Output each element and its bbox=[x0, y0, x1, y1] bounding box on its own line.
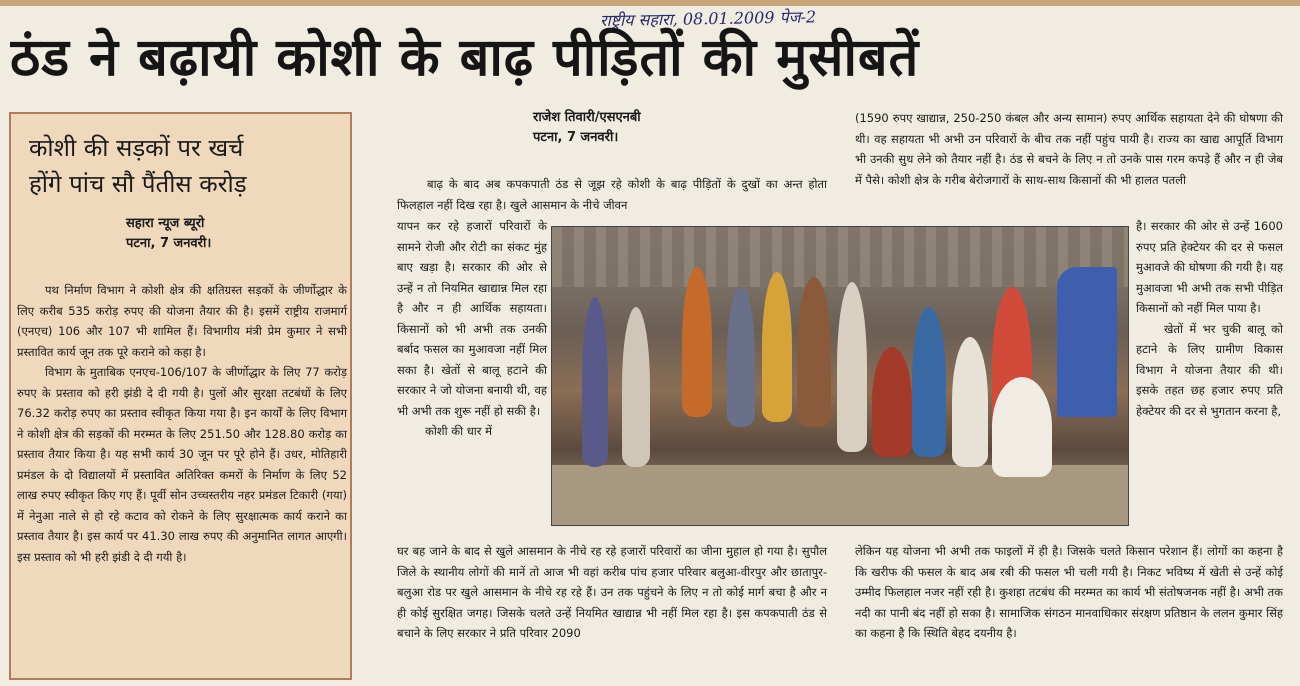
photo-person bbox=[952, 337, 988, 467]
photo-person bbox=[872, 347, 912, 457]
main-left-narrow-column bbox=[397, 216, 547, 442]
sidebar-title-line-2: होंगे पांच सौ पैंतीस करोड़ bbox=[29, 170, 247, 198]
sidebar-title-line-1: कोशी की सड़कों पर खर्च bbox=[29, 134, 244, 162]
sidebar-article bbox=[9, 112, 352, 680]
main-intro-column bbox=[397, 174, 827, 215]
main-bottom-left-paragraph: घर बह जाने के बाद से खुले आसमान के नीचे रह रहे हजारों परिवारों का जीना मुहाल हो गया है। सुपौल जिले के स्थानीय लोगों की मानें तो आज भी वहां करीब पांच हजार परिवार बलुआ-वीरपुर और छातापुर-बलुआ रोड पर खुले आसमान के नीचे रह रहे हैं। उन तक पहुंचने के लिए न तो कोई मार्ग बचा है और न ही कोई सुरक्षित जगह। जिसके चलते उन्हें नियमित खाद्यान्न भी नहीं मिल रहा है। इस कपकपाती ठंड से बचाने के लिए सरकार ने प्रति परिवार 2090 bbox=[397, 544, 827, 640]
main-right-bottom-paragraph: लेकिन यह योजना भी अभी तक फाइलों में ही है। जिसके चलते किसान परेशान हैं। लोगों का कहना है कि खरीफ की फसल के बाद अब रबी की फसल भी चली गयी है। निकट भविष्य में खेती से उन्हें कोई उम्मीद फिलहाल नजर नहीं रही है। कुशहा तटबंध की मरम्मत का कार्य भी संतोषजनक नहीं है। अभी तक नदी का पानी बंद नहीं हो सका है। सामाजिक संगठन मानवाधिकार संरक्षण प्रतिष्ठान के ललन कुमार सिंह का कहना है कि स्थिति बेहद दयनीय है। bbox=[855, 544, 1283, 640]
photo-roof bbox=[552, 227, 1128, 287]
main-intro-paragraph: बाढ़ के बाद अब कपकपाती ठंड से जूझ रहे कोशी के बाढ़ पीड़ितों के दुखों का अन्त होता फिलहाल नहीं दिख रहा है। खुले आसमान के नीचे जीवन bbox=[397, 177, 827, 212]
photo-person bbox=[992, 377, 1052, 477]
main-right-top-paragraph: (1590 रुपए खाद्यान्न, 250-250 कंबल और अन्य सामान) रुपए आर्थिक सहायता देने की घोषणा की थी। वह सहायता भी अभी उन परिवारों के बीच तक नहीं पहुंच पायी है। राज्य का खाद्य आपूर्ति विभाग भी उनकी सुध लेने को तैयार नहीं है। ठंड से बचने के लिए न तो उनके पास गरम कपड़े हैं और न ही जेब में पैसे। कोशी क्षेत्र के गरीब बेरोजगारों के साथ-साथ किसानों की भी हालत पतली bbox=[855, 111, 1283, 187]
main-right-narrow-paragraph-1: है। सरकार की ओर से उन्हें 1600 रुपए प्रति हेक्टेयर की दर से फसल मुआवजे की घोषणा की गयी है। यह मुआवजा भी अभी तक सभी पीड़ित किसानों को नहीं मिल पाया है। bbox=[1136, 219, 1283, 315]
sidebar-paragraph-1: पथ निर्माण विभाग ने कोशी क्षेत्र की क्षतिग्रस्त सड़कों के जीर्णोद्धार के लिए करीब 535 करोड़ रुपए की योजना तैयार की है। इसमें राष्ट्रीय राजमार्ग (एनएच) 106 और 107 भी शामिल हैं। विभागीय मंत्री प्रेम कुमार ने सभी प्रस्तावित कार्य जून तक पूरे कराने को कहा है। bbox=[17, 283, 347, 359]
photo-person bbox=[762, 272, 792, 422]
main-byline-author: राजेश तिवारी/एसएनबी bbox=[533, 110, 641, 125]
sidebar-body bbox=[17, 280, 347, 567]
flood-victims-photo bbox=[551, 226, 1129, 526]
photo-person bbox=[797, 277, 831, 427]
top-color-strip bbox=[0, 0, 1300, 6]
sidebar-byline-agency: सहारा न्यूज ब्यूरो bbox=[126, 216, 205, 231]
main-bottom-left-column bbox=[397, 541, 827, 644]
headline: ठंड ने बढ़ायी कोशी के बाढ़ पीड़ितों की मुसीबतें bbox=[10, 28, 920, 88]
photo-person bbox=[622, 307, 650, 467]
sidebar-paragraph-2: विभाग के मुताबिक एनएच-106/107 के जीर्णोद्धार के लिए 77 करोड़ रुपए के प्रस्ताव को हरी झंडी दे दी गयी है। पुलों और सुरक्षा तटबंधों के लिए 76.32 करोड़ रुपए का प्रस्ताव स्वीकृत किया गया है। इन कार्यों के लिए विभाग ने कोशी क्षेत्र की सड़कों की मरम्मत के लिए 251.50 और 128.80 करोड़ का प्रस्ताव तैयार किया है। यह सभी कार्य 30 जून पर पूरे होने हैं। उधर, मोतिहारी प्रमंडल के दो विद्यालयों में प्रस्तावित अतिरिक्त कमरों के निर्माण के लिए 52 लाख रुपए स्वीकृत किए गए हैं। पूर्वी सोन उच्चस्तरीय नहर प्रमंडल टिकारी (गया) में नेनुआ नाले से हो रहे कटाव को रोकने के लिए सुरक्षात्मक कार्य कराने का प्रस्ताव तैयार है। इस कार्य पर 41.30 लाख रुपए की अनुमानित लागत आएगी। इस प्रस्ताव को भी हरी झंडी दे दी गयी है। bbox=[17, 365, 347, 564]
photo-person bbox=[682, 267, 712, 417]
main-left-narrow-paragraph-2: कोशी की धार में bbox=[425, 424, 493, 438]
main-right-bottom-column bbox=[855, 541, 1283, 644]
photo-person bbox=[727, 287, 755, 427]
main-right-narrow-column bbox=[1136, 216, 1283, 421]
photo-person bbox=[912, 307, 946, 457]
handwritten-date-note: राष्ट्रीय सहारा, 08.01.2009 पेज-2 bbox=[599, 7, 817, 31]
main-left-narrow-paragraph-1: यापन कर रहे हजारों परिवारों के सामने रोजी और रोटी का संकट मुंह बाए खड़ा है। सरकार की ओर से उन्हें न तो नियमित खाद्यान्न मिल रहा है और न ही आर्थिक सहायता। किसानों को भी अभी तक उनकी बर्बाद फसल का मुआवजा नहीं मिल सका है। खेतों से बालू हटाने की सरकार ने जो योजना बनायी थी, वह भी अभी तक शुरू नहीं हो सकी है। bbox=[397, 219, 547, 418]
main-right-narrow-paragraph-2: खेतों में भर चुकी बालू को हटाने के लिए ग्रामीण विकास विभाग ने योजना तैयार की थी। इसके तहत छह हजार रुपए प्रति हेक्टेयर की दर से भुगतान करना है, bbox=[1136, 321, 1283, 418]
main-byline bbox=[533, 108, 783, 148]
main-right-top-column bbox=[855, 108, 1283, 190]
main-dateline: पटना, 7 जनवरी। bbox=[533, 130, 619, 145]
photo-person bbox=[582, 297, 608, 467]
sidebar-title bbox=[29, 130, 339, 202]
sidebar-dateline: पटना, 7 जनवरी। bbox=[126, 236, 212, 251]
photo-blue-tarp bbox=[1057, 267, 1117, 417]
sidebar-byline bbox=[126, 214, 326, 254]
photo-person bbox=[837, 282, 867, 452]
